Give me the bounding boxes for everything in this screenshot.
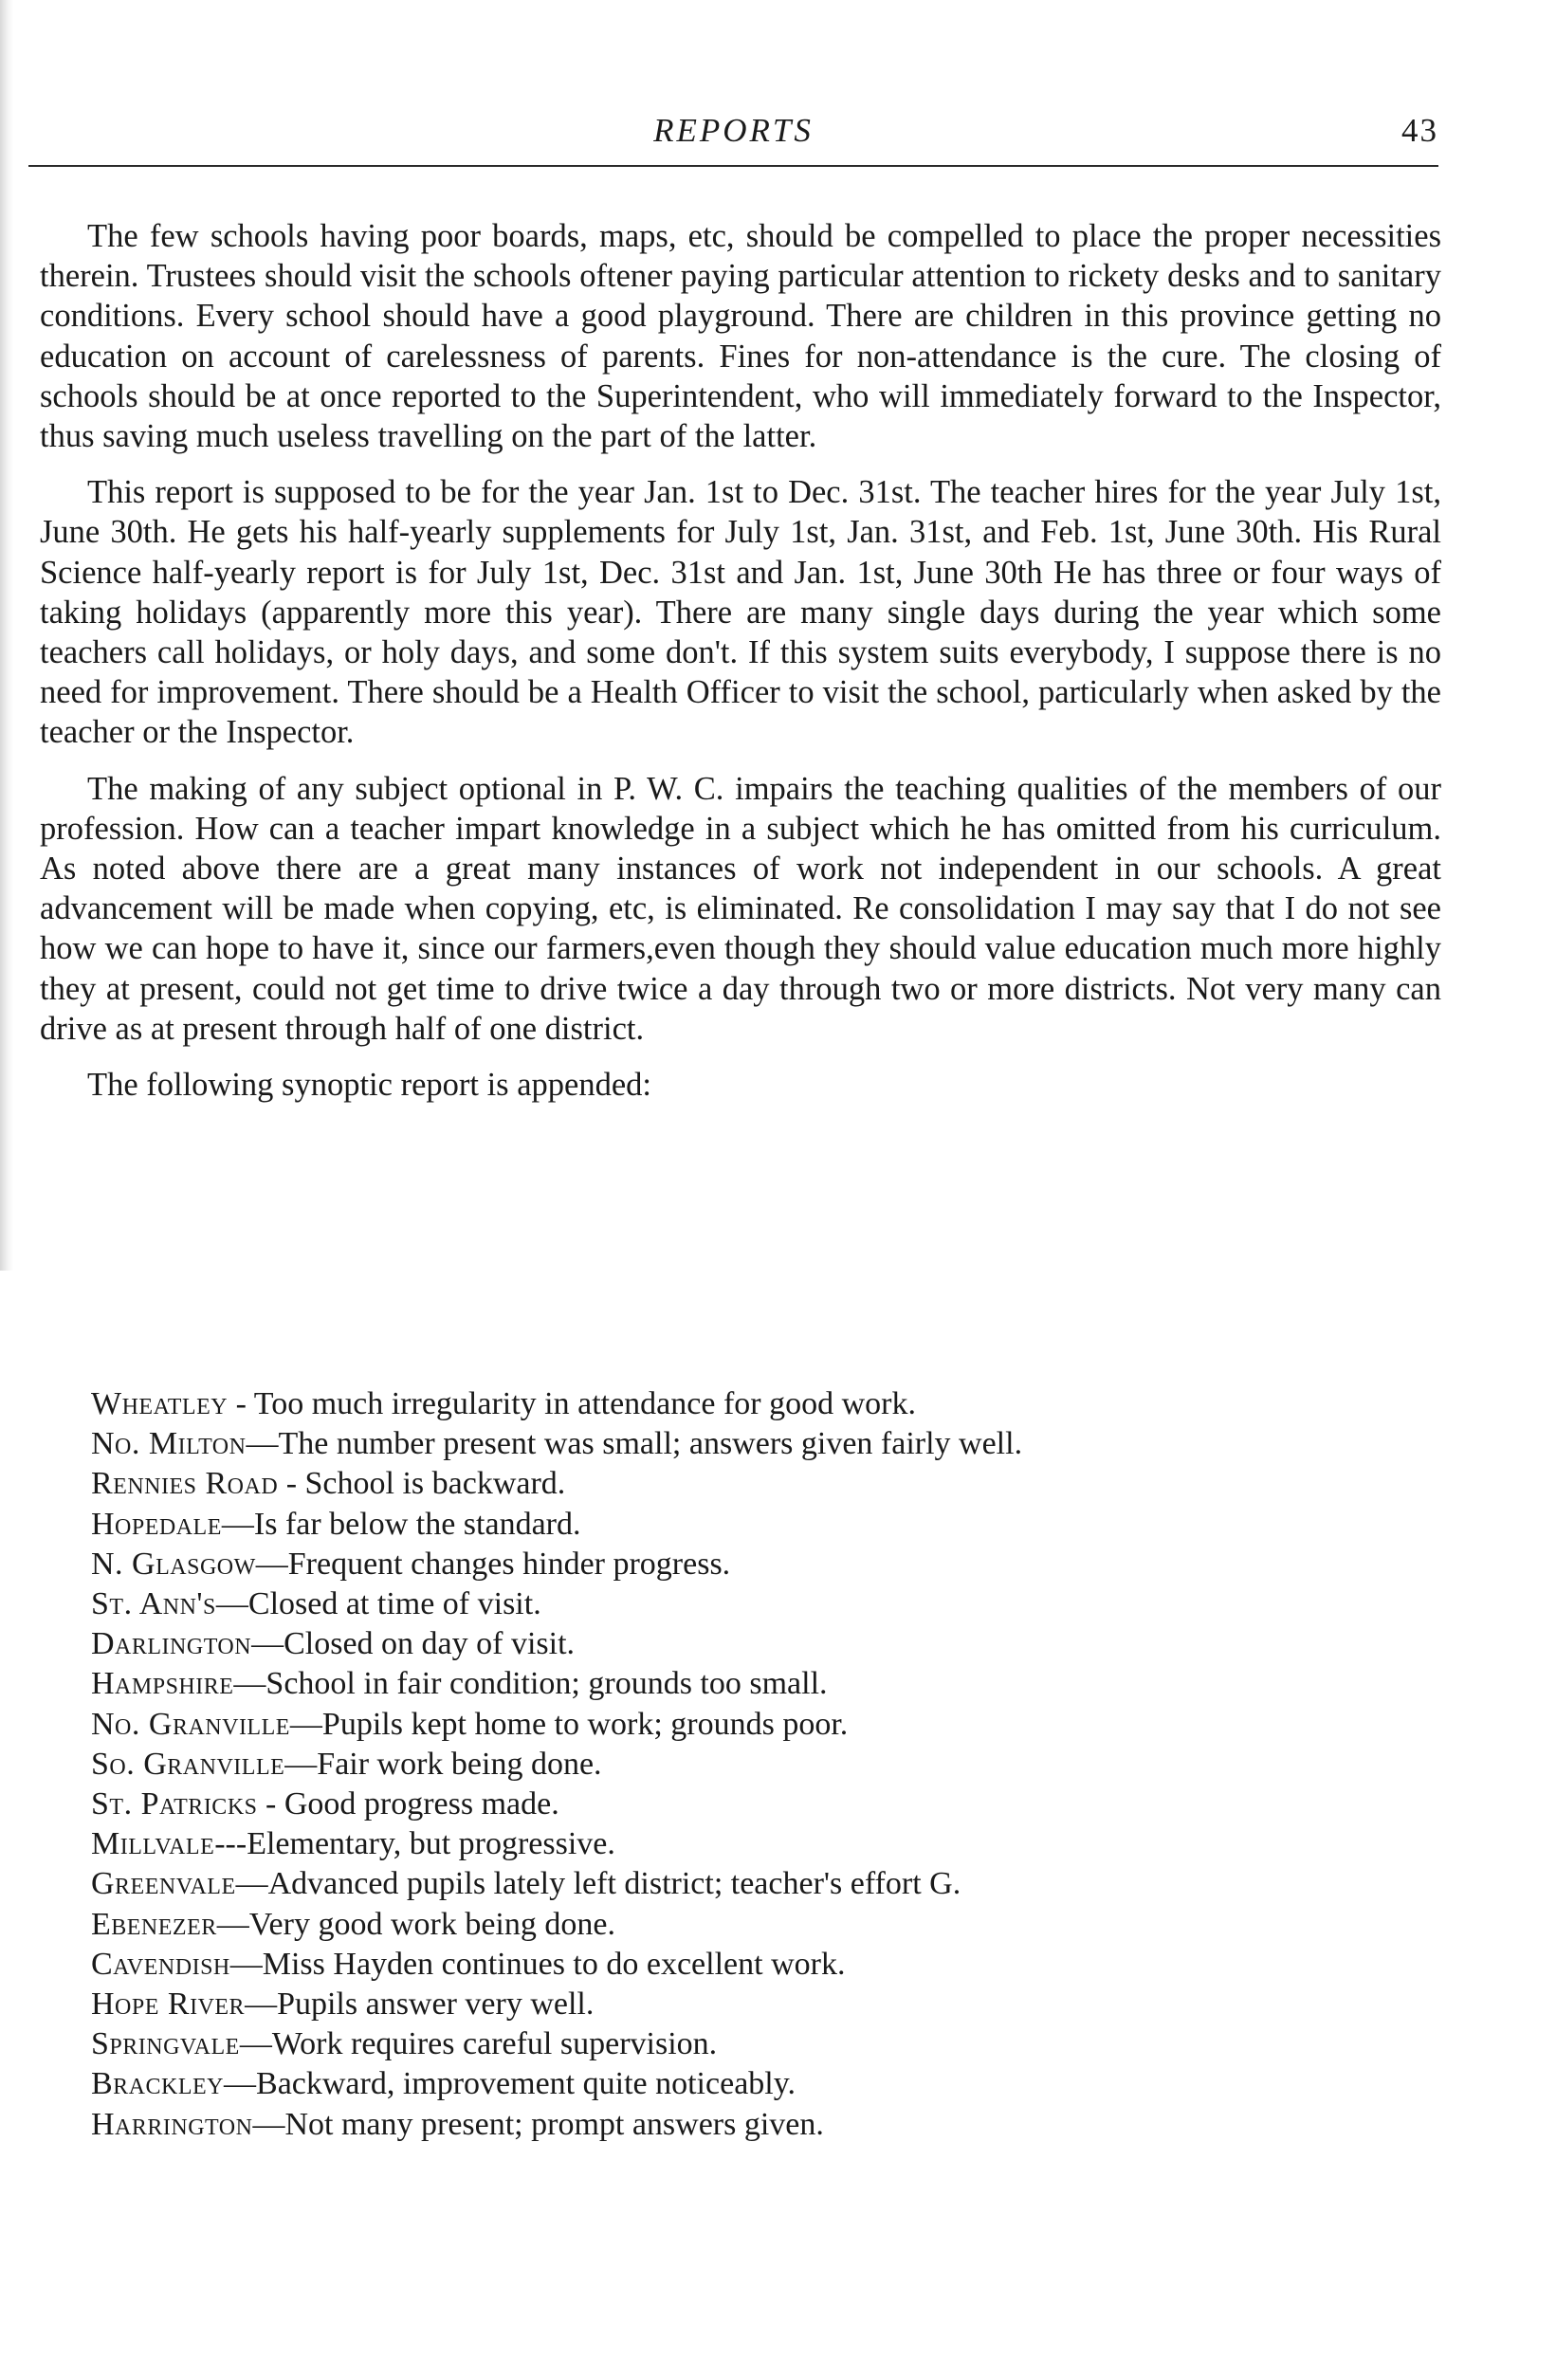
report-place-name: Hope River <box>91 1986 246 2023</box>
report-entry <box>91 1945 1437 1985</box>
report-remark: Frequent changes hinder progress. <box>287 1546 731 1582</box>
report-separator: - <box>257 1786 284 1822</box>
report-place-name: Springvale <box>91 2026 240 2062</box>
report-remark: Very good work being done. <box>248 1906 615 1942</box>
report-separator: — <box>235 1866 268 1902</box>
report-separator: — <box>224 2066 257 2102</box>
report-entry <box>91 1864 1437 1904</box>
report-entry <box>91 1664 1437 1704</box>
report-entry <box>91 2064 1437 2104</box>
report-entry <box>91 1824 1437 1864</box>
report-place-name: Rennies Road <box>91 1466 279 1502</box>
report-separator: — <box>221 1506 254 1542</box>
report-entry <box>91 1745 1437 1785</box>
page-number: 43 <box>1401 112 1438 149</box>
report-place-name: Darlington <box>91 1626 252 1662</box>
report-place-name: Brackley <box>91 2066 225 2102</box>
report-place-name: Ebenezer <box>91 1906 217 1942</box>
report-entry <box>91 1545 1437 1584</box>
paragraph-optional-subjects: The making of any subject optional in P. W. C. impairs the teaching qualities of the members of our profession. How can a teacher impart knowledge in a subject which he has omitted from his curriculum. As noted above there are a great many instances of work not independent in our schools. A great advancement will be made when copying, etc, is eliminated. Re consolidation I may say that I do not see how we can hope to have it, since our farmers,even though they should value education much more highly they at present, could not get time to drive twice a day through two or more districts. Not very many can drive as at present through half of one district. <box>40 770 1441 1047</box>
paragraph-synoptic-intro: The following synoptic report is appended: <box>87 1067 651 1104</box>
report-separator: — <box>289 1706 322 1742</box>
report-entry <box>91 1584 1437 1624</box>
report-place-name: Hopedale <box>91 1506 222 1542</box>
report-separator: — <box>215 1586 248 1622</box>
report-remark: Closed at time of visit. <box>247 1586 541 1622</box>
report-place-name: Wheatley <box>91 1386 229 1421</box>
report-place-name: N. Glasgow <box>91 1546 256 1582</box>
report-remark: Closed on day of visit. <box>284 1626 576 1662</box>
report-remark: Miss Hayden continues to do excellent work. <box>262 1946 846 1982</box>
synoptic-report-list <box>91 1384 1437 2145</box>
report-entry <box>91 1705 1437 1745</box>
report-separator: — <box>255 1546 288 1582</box>
report-remark: School is backward. <box>304 1466 566 1502</box>
report-entry <box>91 2024 1437 2064</box>
report-entry <box>91 1905 1437 1945</box>
report-entry <box>91 2105 1437 2145</box>
report-remark: Good progress made. <box>284 1786 559 1822</box>
report-place-name: No. Milton <box>91 1426 247 1462</box>
report-place-name: So. Granville <box>91 1746 285 1782</box>
scan-edge-shadow <box>0 0 13 1271</box>
report-entry <box>91 1464 1437 1504</box>
report-entry <box>91 1505 1437 1545</box>
report-place-name: St. Patricks <box>91 1786 258 1822</box>
report-remark: Elementary, but progressive. <box>247 1826 615 1862</box>
report-remark: Pupils kept home to work; grounds poor. <box>321 1706 849 1742</box>
report-separator: — <box>233 1666 266 1702</box>
report-separator: — <box>251 1626 284 1662</box>
report-entry <box>91 1785 1437 1824</box>
page-header <box>28 106 1438 167</box>
paragraph-report-year: This report is supposed to be for the year Jan. 1st to Dec. 31st. The teacher hires for the year July 1st, June 30th. He gets his half-yearly supplements for July 1st, Jan. 31st, and Feb. 1st, June 30th. His Rural Science half-yearly report is for July 1st, Dec. 31st and Jan. 1st, June 30th He has three or four ways of taking holidays (apparently more this year). There are many single days during the year which some teachers call holidays, or holy days, and some don't. If this system suits everybody, I suppose there is no need for improvement. There should be a Health Officer to visit the school, particularly when asked by the teacher or the Inspector. <box>40 474 1441 751</box>
report-remark: Fair work being done. <box>317 1746 602 1782</box>
running-head: REPORTS <box>653 112 814 149</box>
report-place-name: Harrington <box>91 2106 253 2142</box>
report-place-name: Millvale <box>91 1826 215 1862</box>
report-remark: Work requires careful supervision. <box>271 2026 718 2062</box>
report-remark: The number present was small; answers given fairly well. <box>278 1426 1023 1462</box>
report-separator: — <box>216 1906 249 1942</box>
report-remark: School in fair condition; grounds too small. <box>265 1666 828 1702</box>
report-place-name: Cavendish <box>91 1946 230 1982</box>
report-remark: Is far below the standard. <box>253 1506 581 1542</box>
report-separator: — <box>229 1946 263 1982</box>
report-separator: — <box>284 1746 318 1782</box>
report-separator: — <box>245 1986 278 2023</box>
report-separator: — <box>252 2106 285 2142</box>
report-place-name: St. Ann's <box>91 1586 216 1622</box>
report-separator: — <box>239 2026 272 2062</box>
report-remark: Pupils answer very well. <box>277 1986 595 2023</box>
report-remark: Advanced pupils lately left district; teacher's effort G. <box>267 1866 961 1902</box>
paragraph-boards-and-playgrounds: The few schools having poor boards, maps, etc, should be compelled to place the proper necessities therein. Trustees should visit the schools oftener paying particular attention to rickety desks and to sanitary conditions. Every school should have a good playground. There are children in this province getting no education on account of carelessness of parents. Fines for non-attendance is the cure. The closing of schools should be at once reported to the Superintendent, who will immediately forward to the Inspector, thus saving much useless travelling on the part of the latter. <box>40 218 1441 455</box>
report-remark: Backward, improvement quite noticeably. <box>256 2066 796 2102</box>
report-entry <box>91 1985 1437 2024</box>
report-remark: Too much irregularity in attendance for good work. <box>253 1386 916 1421</box>
report-separator: - <box>228 1386 254 1421</box>
report-entry <box>91 1424 1437 1464</box>
report-separator: --- <box>214 1826 247 1862</box>
report-separator: — <box>246 1426 279 1462</box>
report-entry <box>91 1384 1437 1424</box>
body-text <box>40 216 1441 1121</box>
report-place-name: Hampshire <box>91 1666 234 1702</box>
report-entry <box>91 1624 1437 1664</box>
report-place-name: No. Granville <box>91 1706 290 1742</box>
report-place-name: Greenvale <box>91 1866 236 1902</box>
report-separator: - <box>278 1466 305 1502</box>
report-remark: Not many present; prompt answers given. <box>284 2106 824 2142</box>
